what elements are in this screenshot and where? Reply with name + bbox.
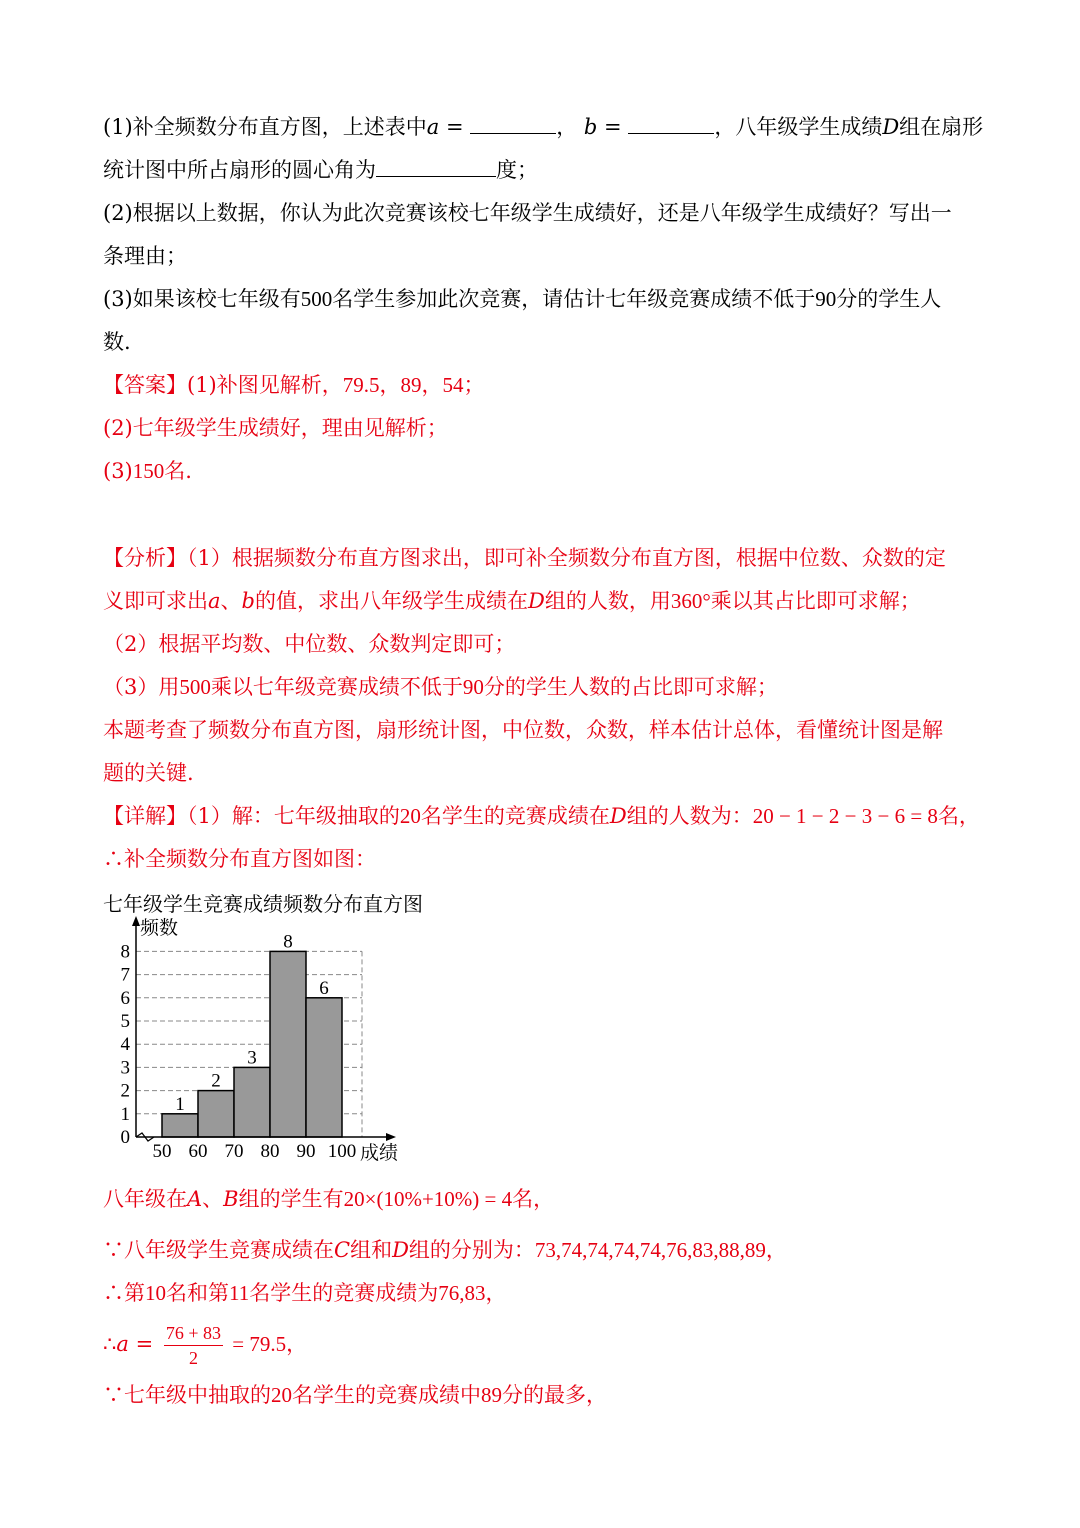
detail-line-6: ∴a = $\frac{76 + 83}{2}$ = 79.5， bbox=[103, 1323, 308, 1368]
histogram-chart bbox=[100, 912, 420, 1167]
answer-label: 【答案】 bbox=[103, 373, 187, 397]
answer-blank-b[interactable] bbox=[628, 113, 714, 134]
x-tick-label: 60 bbox=[188, 1141, 208, 1162]
bar-value-label: 8 bbox=[283, 931, 293, 953]
histogram-bar bbox=[162, 1114, 198, 1137]
y-tick-label: 3 bbox=[120, 1057, 130, 1079]
detail-line-4: ∵八年级学生竞赛成绩在C组和D组的分别为：73,74,74,74,74,76,83,88,89， bbox=[103, 1238, 787, 1262]
bar-value-label: 2 bbox=[211, 1070, 221, 1092]
analysis-label: 【分析】 bbox=[103, 546, 187, 570]
x-axis-arrow-icon bbox=[386, 1133, 396, 1141]
detail-line-1: 【详解】（1）解：七年级抽取的20名学生的竞赛成绩在D组的人数为：20 − 1 − 2 − 3 − 6 = 8名， bbox=[103, 804, 980, 828]
analysis-line-6: 题的关键. bbox=[103, 761, 194, 785]
x-tick-label: 80 bbox=[260, 1141, 280, 1162]
question-1-line-2: 统计图中所占扇形的圆心角为 度； bbox=[103, 158, 538, 182]
fraction-numerator: 76 + 83 bbox=[164, 1321, 223, 1346]
y-tick-label: 7 bbox=[120, 964, 130, 986]
y-tick-label: 0 bbox=[120, 1127, 130, 1148]
analysis-line-5: 本题考查了频数分布直方图，扇形统计图，中位数，众数，样本估计总体，看懂统计图是解 bbox=[103, 718, 943, 742]
detail-line-2: ∴补全频数分布直方图如图： bbox=[103, 847, 376, 871]
x-tick-label: 100 bbox=[327, 1141, 357, 1162]
fraction bbox=[164, 1321, 223, 1370]
y-tick-label: 2 bbox=[120, 1080, 130, 1102]
fraction-denominator: 2 bbox=[188, 1348, 198, 1368]
analysis-line-3: （2）根据平均数、中位数、众数判定即可； bbox=[103, 632, 516, 656]
y-tick-label: 4 bbox=[120, 1034, 130, 1056]
y-axis-arrow-icon bbox=[132, 916, 140, 926]
answer-line-2: (2)七年级学生成绩好，理由见解析； bbox=[103, 416, 448, 440]
answer-line-1: 【答案】(1)补图见解析，79.5，89，54； bbox=[103, 373, 485, 397]
x-tick-label: 70 bbox=[224, 1141, 244, 1162]
x-tick-label: 50 bbox=[152, 1141, 172, 1162]
histogram-bar bbox=[270, 951, 306, 1137]
bar-value-label: 1 bbox=[175, 1093, 185, 1115]
y-axis-label: 频数 bbox=[140, 917, 179, 939]
answer-blank-angle[interactable] bbox=[376, 156, 496, 177]
question-2-line-1: (2)根据以上数据，你认为此次竞赛该校七年级学生成绩好，还是八年级学生成绩好？写出一 bbox=[103, 201, 952, 225]
detail-line-7: ∵七年级中抽取的20名学生的竞赛成绩中89分的最多， bbox=[103, 1383, 607, 1407]
histogram-bar bbox=[306, 998, 342, 1137]
y-tick-label: 5 bbox=[120, 1011, 130, 1032]
question-3-line-2: 数. bbox=[103, 330, 131, 354]
bar-value-label: 3 bbox=[247, 1047, 257, 1069]
detail-line-5: ∴第10名和第11名学生的竞赛成绩为76,83， bbox=[103, 1281, 507, 1305]
x-tick-label: 90 bbox=[296, 1141, 316, 1162]
x-axis-label: 成绩 bbox=[360, 1142, 399, 1164]
answer-blank-a[interactable] bbox=[470, 113, 556, 134]
analysis-line-2: 义即可求出a、b的值，求出八年级学生成绩在D组的人数，用360°乘以其占比即可求解； bbox=[103, 589, 921, 613]
bar-value-label: 6 bbox=[319, 977, 329, 999]
detail-line-3: 八年级在A、B组的学生有20×(10%+10%) = 4名， bbox=[103, 1187, 555, 1211]
question-2-line-2: 条理由； bbox=[103, 244, 187, 268]
question-3-line-1: (3)如果该校七年级有500名学生参加此次竞赛，请估计七年级竞赛成绩不低于90分的学生人 bbox=[103, 287, 942, 311]
y-tick-label: 6 bbox=[120, 987, 130, 1009]
answer-line-3: (3)150名. bbox=[103, 459, 192, 483]
histogram-bar bbox=[198, 1091, 234, 1137]
y-tick-label: 8 bbox=[120, 941, 130, 963]
analysis-line-1: 【分析】（1）根据频数分布直方图求出，即可补全频数分布直方图，根据中位数、众数的定 bbox=[103, 546, 946, 570]
detail-label: 【详解】 bbox=[103, 804, 187, 828]
y-tick-label: 1 bbox=[120, 1103, 130, 1125]
question-1-line-1: (1)补全频数分布直方图，上述表中a = ， b = ，八年级学生成绩D组在扇形 bbox=[103, 115, 984, 139]
chart-title: 七年级学生竞赛成绩频数分布直方图 bbox=[103, 892, 423, 916]
histogram-bar bbox=[234, 1067, 270, 1137]
analysis-line-4: （3）用500乘以七年级竞赛成绩不低于90分的学生人数的占比即可求解； bbox=[103, 675, 778, 699]
